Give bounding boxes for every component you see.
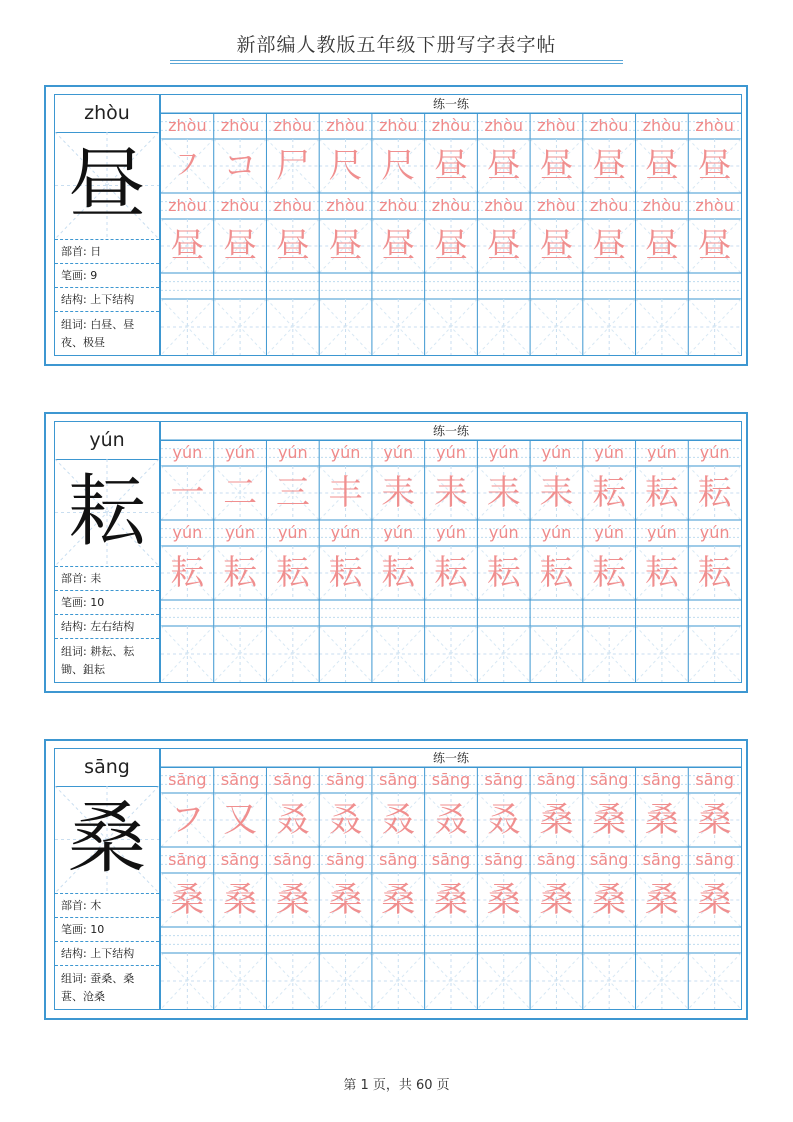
practice-character: 耘 bbox=[592, 553, 627, 593]
practice-character: 耒 bbox=[433, 473, 468, 513]
practice-pinyin: sāng bbox=[589, 770, 629, 789]
practice-character: 昼 bbox=[644, 226, 679, 266]
page-footer: 第 1 页，共 60 页 bbox=[343, 1078, 450, 1093]
practice-header: 练一练 bbox=[161, 749, 741, 768]
practice-header: 练一练 bbox=[161, 422, 741, 441]
empty-practice-cell[interactable] bbox=[636, 299, 689, 355]
character-info-panel bbox=[54, 94, 160, 356]
practice-character: 桑 bbox=[433, 880, 468, 920]
practice-grid bbox=[160, 748, 742, 1010]
practice-pinyin: yún bbox=[647, 443, 677, 462]
practice-character: 耘 bbox=[592, 473, 627, 513]
character-pinyin: yún bbox=[55, 422, 159, 460]
practice-pinyin: sāng bbox=[484, 850, 523, 869]
practice-pinyin: sāng bbox=[379, 850, 418, 869]
character-box bbox=[55, 786, 159, 893]
character-pinyin: zhòu bbox=[55, 95, 159, 133]
practice-character: 耘 bbox=[644, 553, 679, 593]
practice-character: 昼 bbox=[170, 226, 205, 266]
practice-pinyin: yún bbox=[699, 443, 730, 462]
practice-character: 桑 bbox=[592, 800, 627, 840]
practice-pinyin: zhòu bbox=[379, 196, 418, 215]
practice-pinyin: yún bbox=[647, 523, 677, 542]
empty-practice-cell[interactable] bbox=[319, 626, 372, 682]
main-character: 桑 bbox=[67, 794, 146, 884]
practice-pinyin: sāng bbox=[379, 770, 418, 789]
practice-character: 昼 bbox=[539, 226, 574, 266]
practice-pinyin: yún bbox=[699, 523, 730, 542]
practice-pinyin: zhòu bbox=[695, 196, 734, 215]
practice-character: 昼 bbox=[433, 146, 468, 186]
radical-label: 部首: 日 bbox=[55, 239, 159, 263]
practice-pinyin: yún bbox=[488, 523, 519, 542]
practice-character: 耘 bbox=[486, 553, 521, 593]
practice-pinyin: zhòu bbox=[484, 196, 523, 215]
title-underline bbox=[170, 60, 623, 61]
example-words-line: 夜、极昼 bbox=[61, 336, 105, 349]
practice-pinyin: yún bbox=[541, 523, 572, 542]
practice-pinyin: zhòu bbox=[589, 196, 629, 215]
empty-practice-cell[interactable] bbox=[636, 626, 689, 682]
practice-pinyin: sāng bbox=[273, 850, 313, 869]
practice-header: 练一练 bbox=[161, 95, 741, 114]
practice-pinyin: yún bbox=[488, 443, 519, 462]
empty-practice-cell[interactable] bbox=[530, 626, 583, 682]
practice-pinyin: yún bbox=[225, 523, 255, 542]
practice-pinyin: yún bbox=[172, 443, 203, 462]
empty-practice-cell[interactable] bbox=[636, 953, 689, 1009]
empty-practice-cell[interactable] bbox=[266, 299, 319, 355]
practice-pinyin: yún bbox=[277, 443, 308, 462]
empty-practice-cell[interactable] bbox=[583, 299, 636, 355]
practice-character: 尺 bbox=[328, 146, 363, 186]
example-words bbox=[55, 965, 159, 1009]
empty-practice-cell[interactable] bbox=[583, 626, 636, 682]
example-words-line: 锄、鉏耘 bbox=[61, 663, 105, 676]
practice-character: 昼 bbox=[381, 226, 416, 266]
example-words bbox=[55, 311, 159, 355]
practice-character: 昼 bbox=[697, 146, 732, 186]
empty-practice-cell[interactable] bbox=[372, 953, 425, 1009]
main-character: 昼 bbox=[67, 140, 146, 230]
empty-practice-cell[interactable] bbox=[214, 953, 267, 1009]
example-words-line: 葚、沧桑 bbox=[61, 990, 105, 1003]
practice-character: 耘 bbox=[275, 553, 310, 593]
practice-pinyin: sāng bbox=[326, 850, 365, 869]
practice-pinyin: zhòu bbox=[537, 116, 576, 135]
practice-pinyin: zhòu bbox=[220, 196, 260, 215]
practice-character: 一 bbox=[170, 473, 205, 513]
structure-label: 结构: 上下结构 bbox=[55, 287, 159, 311]
practice-character: 桑 bbox=[539, 880, 574, 920]
stroke-count-label: 笔画: 10 bbox=[55, 590, 159, 614]
practice-character: 尺 bbox=[381, 146, 416, 186]
practice-pinyin: sāng bbox=[695, 850, 734, 869]
practice-pinyin: sāng bbox=[537, 850, 576, 869]
character-box bbox=[55, 459, 159, 566]
practice-character: 耘 bbox=[223, 553, 258, 593]
practice-character: 三 bbox=[275, 473, 310, 513]
practice-character: 尸 bbox=[275, 146, 310, 186]
character-pinyin: sāng bbox=[55, 749, 159, 787]
practice-character: 叒 bbox=[486, 800, 521, 840]
practice-character: 二 bbox=[223, 473, 258, 513]
practice-character: 昼 bbox=[592, 226, 627, 266]
practice-character: 桑 bbox=[697, 800, 732, 840]
practice-character: ㇇ bbox=[170, 146, 205, 186]
practice-pinyin: zhòu bbox=[220, 116, 260, 135]
structure-label: 结构: 左右结构 bbox=[55, 614, 159, 638]
practice-pinyin: yún bbox=[383, 443, 414, 462]
empty-practice-cell[interactable] bbox=[688, 299, 741, 355]
character-info-panel bbox=[54, 421, 160, 683]
practice-character: 昼 bbox=[223, 226, 258, 266]
practice-grid bbox=[160, 94, 742, 356]
empty-practice-cell[interactable] bbox=[477, 953, 530, 1009]
practice-pinyin: yún bbox=[383, 523, 414, 542]
practice-pinyin: zhòu bbox=[484, 116, 523, 135]
practice-character: 耒 bbox=[486, 473, 521, 513]
practice-pinyin: zhòu bbox=[168, 116, 207, 135]
practice-character: 昼 bbox=[486, 146, 521, 186]
empty-practice-cell[interactable] bbox=[425, 626, 478, 682]
practice-pinyin: zhòu bbox=[168, 196, 207, 215]
practice-pinyin: sāng bbox=[326, 770, 365, 789]
practice-character: 叒 bbox=[328, 800, 363, 840]
practice-character: フ bbox=[170, 800, 205, 840]
practice-character: 又 bbox=[223, 800, 258, 840]
empty-practice-cell[interactable] bbox=[425, 299, 478, 355]
empty-practice-cell[interactable] bbox=[161, 299, 214, 355]
practice-character: 桑 bbox=[381, 880, 416, 920]
empty-practice-cell[interactable] bbox=[319, 953, 372, 1009]
practice-character: 桑 bbox=[697, 880, 732, 920]
practice-character: 昼 bbox=[644, 146, 679, 186]
empty-practice-cell[interactable] bbox=[214, 299, 267, 355]
practice-pinyin: sāng bbox=[168, 770, 207, 789]
practice-pinyin: sāng bbox=[642, 770, 682, 789]
structure-label: 结构: 上下结构 bbox=[55, 941, 159, 965]
stroke-count-label: 笔画: 10 bbox=[55, 917, 159, 941]
practice-character: 昼 bbox=[433, 226, 468, 266]
stroke-count-label: 笔画: 9 bbox=[55, 263, 159, 287]
practice-pinyin: sāng bbox=[220, 770, 260, 789]
empty-practice-cell[interactable] bbox=[477, 299, 530, 355]
practice-pinyin: sāng bbox=[431, 770, 471, 789]
practice-character: 桑 bbox=[223, 880, 258, 920]
practice-pinyin: zhòu bbox=[273, 116, 313, 135]
practice-pinyin: sāng bbox=[168, 850, 207, 869]
empty-practice-cell[interactable] bbox=[161, 953, 214, 1009]
character-info-panel bbox=[54, 748, 160, 1010]
practice-character: 昼 bbox=[539, 146, 574, 186]
empty-practice-cell[interactable] bbox=[425, 953, 478, 1009]
practice-pinyin: sāng bbox=[273, 770, 313, 789]
practice-character: 叒 bbox=[433, 800, 468, 840]
practice-character: 耘 bbox=[697, 553, 732, 593]
example-words-line: 组词: 耕耘、耘 bbox=[61, 645, 135, 658]
practice-block bbox=[44, 739, 748, 1020]
practice-pinyin: yún bbox=[594, 443, 625, 462]
practice-character: 桑 bbox=[275, 880, 310, 920]
practice-pinyin: zhòu bbox=[589, 116, 629, 135]
empty-practice-cell[interactable] bbox=[688, 953, 741, 1009]
practice-character: 丰 bbox=[328, 473, 363, 513]
practice-pinyin: yún bbox=[172, 523, 203, 542]
practice-pinyin: yún bbox=[277, 523, 308, 542]
example-words-line: 组词: 蚕桑、桑 bbox=[61, 972, 135, 985]
practice-character: コ bbox=[223, 146, 258, 186]
practice-pinyin: sāng bbox=[537, 770, 576, 789]
practice-pinyin: yún bbox=[541, 443, 572, 462]
empty-practice-cell[interactable] bbox=[266, 626, 319, 682]
practice-grid bbox=[160, 421, 742, 683]
character-box bbox=[55, 132, 159, 239]
practice-character: 耒 bbox=[381, 473, 416, 513]
practice-character: 耘 bbox=[170, 553, 205, 593]
empty-practice-cell[interactable] bbox=[530, 299, 583, 355]
empty-practice-cell[interactable] bbox=[372, 626, 425, 682]
practice-character: 耘 bbox=[328, 553, 363, 593]
practice-pinyin: sāng bbox=[695, 770, 734, 789]
empty-practice-cell[interactable] bbox=[266, 953, 319, 1009]
practice-pinyin: sāng bbox=[431, 850, 471, 869]
practice-pinyin: zhòu bbox=[431, 196, 471, 215]
radical-label: 部首: 耒 bbox=[55, 566, 159, 590]
practice-pinyin: zhòu bbox=[431, 116, 471, 135]
practice-character: 桑 bbox=[539, 800, 574, 840]
example-words-line: 组词: 白昼、昼 bbox=[61, 318, 135, 331]
title-underline bbox=[170, 63, 623, 64]
practice-character: 桑 bbox=[644, 880, 679, 920]
practice-pinyin: sāng bbox=[484, 770, 523, 789]
practice-character: 耒 bbox=[539, 473, 574, 513]
practice-pinyin: sāng bbox=[642, 850, 682, 869]
practice-character: 昼 bbox=[486, 226, 521, 266]
practice-pinyin: sāng bbox=[589, 850, 629, 869]
empty-practice-cell[interactable] bbox=[477, 626, 530, 682]
practice-pinyin: yún bbox=[436, 443, 466, 462]
empty-practice-cell[interactable] bbox=[161, 626, 214, 682]
practice-pinyin: zhòu bbox=[326, 116, 365, 135]
empty-practice-cell[interactable] bbox=[530, 953, 583, 1009]
practice-pinyin: zhòu bbox=[695, 116, 734, 135]
practice-pinyin: yún bbox=[594, 523, 625, 542]
practice-pinyin: zhòu bbox=[379, 116, 418, 135]
practice-character: 桑 bbox=[328, 880, 363, 920]
practice-pinyin: zhòu bbox=[537, 196, 576, 215]
practice-pinyin: zhòu bbox=[326, 196, 365, 215]
radical-label: 部首: 木 bbox=[55, 893, 159, 917]
empty-practice-cell[interactable] bbox=[688, 626, 741, 682]
empty-practice-cell[interactable] bbox=[214, 626, 267, 682]
practice-character: 耘 bbox=[644, 473, 679, 513]
practice-character: 叒 bbox=[381, 800, 416, 840]
empty-practice-cell[interactable] bbox=[372, 299, 425, 355]
practice-character: 叒 bbox=[275, 800, 310, 840]
practice-pinyin: yún bbox=[436, 523, 466, 542]
practice-pinyin: yún bbox=[330, 443, 361, 462]
practice-character: 耘 bbox=[539, 553, 574, 593]
practice-character: 昼 bbox=[275, 226, 310, 266]
practice-pinyin: zhòu bbox=[642, 116, 682, 135]
example-words bbox=[55, 638, 159, 682]
page-title: 新部编人教版五年级下册写字表字帖 bbox=[236, 34, 557, 56]
main-character: 耘 bbox=[67, 467, 146, 557]
practice-block bbox=[44, 85, 748, 366]
practice-pinyin: zhòu bbox=[642, 196, 682, 215]
practice-block bbox=[44, 412, 748, 693]
practice-character: 桑 bbox=[170, 880, 205, 920]
practice-character: 桑 bbox=[644, 800, 679, 840]
practice-character: 桑 bbox=[592, 880, 627, 920]
practice-character: 昼 bbox=[697, 226, 732, 266]
practice-pinyin: sāng bbox=[220, 850, 260, 869]
practice-character: 耘 bbox=[381, 553, 416, 593]
practice-pinyin: zhòu bbox=[273, 196, 313, 215]
practice-character: 耘 bbox=[433, 553, 468, 593]
practice-pinyin: yún bbox=[330, 523, 361, 542]
practice-character: 桑 bbox=[486, 880, 521, 920]
practice-pinyin: yún bbox=[225, 443, 255, 462]
empty-practice-cell[interactable] bbox=[319, 299, 372, 355]
empty-practice-cell[interactable] bbox=[583, 953, 636, 1009]
practice-character: 昼 bbox=[328, 226, 363, 266]
practice-character: 昼 bbox=[592, 146, 627, 186]
practice-character: 耘 bbox=[697, 473, 732, 513]
